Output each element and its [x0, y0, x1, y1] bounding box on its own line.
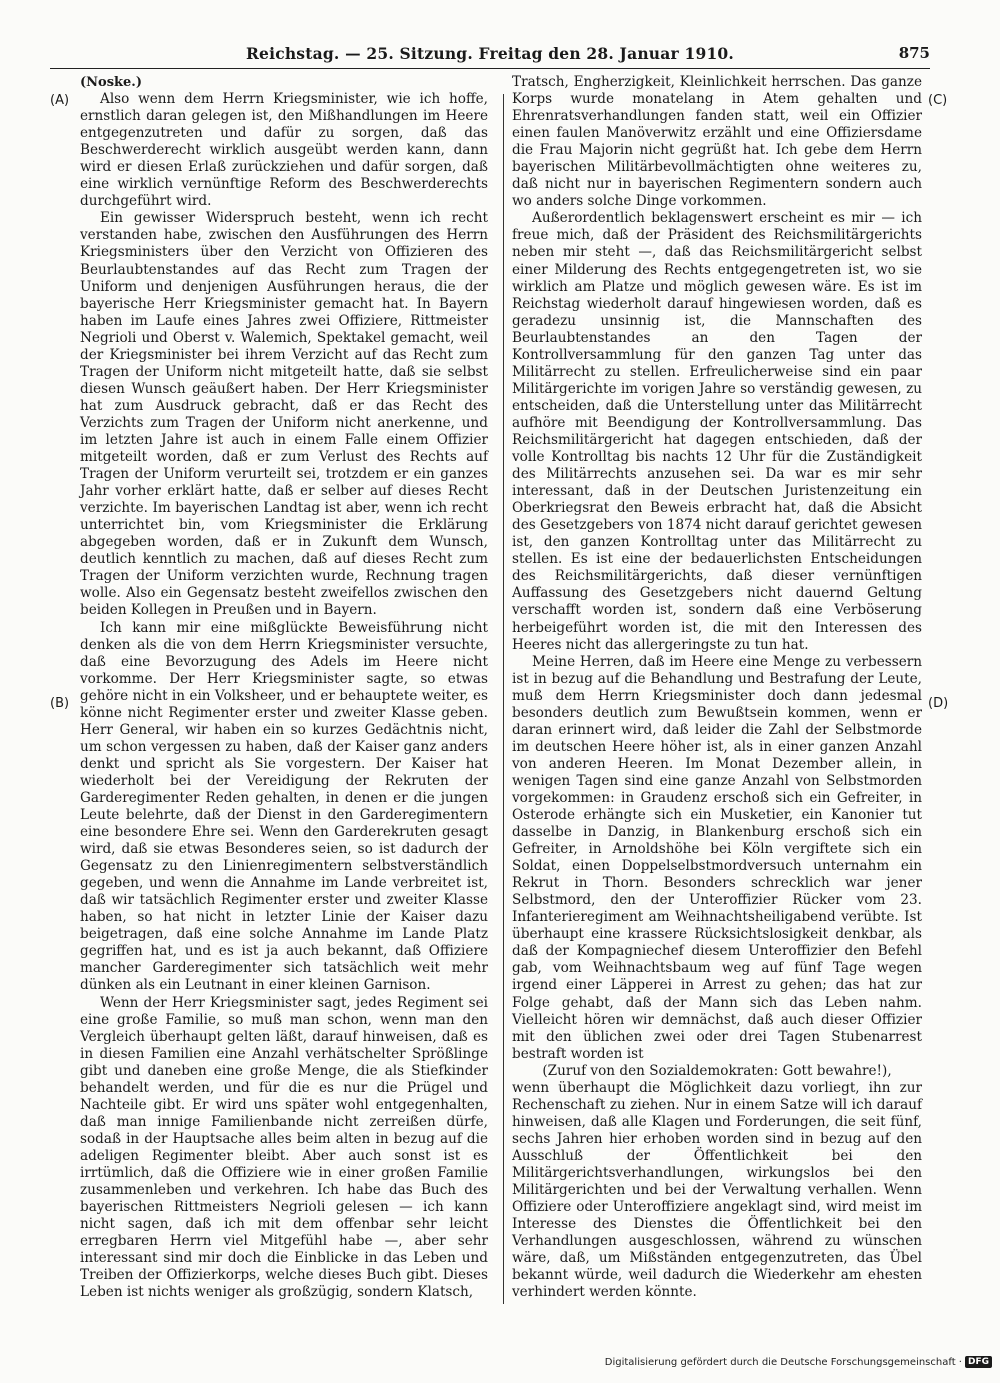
header-rule — [50, 68, 930, 69]
margin-marker-b: (B) — [50, 696, 70, 711]
interjection: (Zuruf von den Sozialdemokraten: Gott bewahre!), — [542, 1062, 892, 1079]
footer-credit: Digitalisierung gefördert durch die Deutsche Forschungsgemeinschaft · — [604, 1356, 962, 1368]
speaker-name: (Noske.) — [80, 75, 142, 90]
paragraph: Tratsch, Engherzigkeit, Kleinlichkeit herrschen. Das ganze Korps wurde monatelang in Atem gehalten und Ehrenratsverhandlungen fanden statt, weil ein Offizier einen faulen Manöverwitz erzählt und eine Offiziersdame die Frau Majorin nicht gegrüßt hat. Ich gebe dem Herrn bayerischen Militärbevollmächtigten ohne weiteres zu, daß nicht nur in bayerischen Regimentern sondern auch wo anders solche Dinge vorkommen. — [512, 74, 922, 210]
dfg-logo-icon: DFG — [965, 1356, 992, 1368]
paragraph: Also wenn dem Herrn Kriegsminister, wie ich hoffe, ernstlich daran gelegen ist, den Mißhandlungen im Heere entgegenzutreten und dafür zu sorgen, daß das Beschwerderecht wirklich ausgeübt werden kann, dann wird er diesen Erlaß zurückziehen und dafür sorgen, daß eine wirklich vernünftige Reform des Beschwerderechts durchgeführt wird. — [80, 91, 488, 210]
margin-marker-a: (A) — [50, 93, 70, 108]
right-column — [512, 74, 922, 1301]
paragraph: Wenn der Herr Kriegsminister sagt, jedes Regiment sei eine große Familie, so muß man schon, wenn man den Vergleich überhaupt gelten läßt, darauf hinweisen, daß es in diesen Familien eine Anzahl verhätschelter Sprößlinge gibt und daneben eine große Menge, die als Stiefkinder behandelt werden, und für die es nur die Prügel und Nachteile gibt. Er wird uns später wohl entgegenhalten, daß man innige Familienbande nicht zerreißen dürfe, sodaß in der Hauptsache alles beim alten in bezug auf die adeligen Regimenter bleibt. Aber auch sonst ist es irrtümlich, daß die Offiziere wie in einer großen Familie zusammenleben und verkehren. Ich habe das Buch des bayerischen Rittmeisters Negrioli gelesen — ich kann nicht sagen, daß ich mit dem offenbar sehr leicht erregbaren Herrn viel Mitgefühl habe —, aber sehr interessant sind mir doch die Einblicke in das Leben und Treiben der Offizierkorps, welche dieses Buch gibt. Dieses Leben ist nichts weniger als großzügig, sondern Klatsch, — [80, 994, 488, 1301]
left-column — [80, 74, 488, 1301]
page-number: 875 — [898, 44, 930, 62]
paragraph: Ein gewisser Widerspruch besteht, wenn ich recht verstanden habe, zwischen den Ausführungen des Herrn Kriegsministers über den Verzicht von Offizieren des Beurlaubtenstandes auf das Recht zum Tragen der Uniform und denjenigen Ausführungen heraus, die der bayerische Herr Kriegsminister gemacht hat. In Bayern haben im Laufe eines Jahres zwei Offiziere, Rittmeister Negrioli und Oberst v. Walemich, Spektakel gemacht, weil der Kriegsminister bei ihrem Verzicht auf das Recht zum Tragen der Uniform nicht mitgeteilt hatte, daß sie selbst diesen Wunsch geäußert haben. Der Herr Kriegsminister hat zum Ausdruck gebracht, daß er das Recht des Verzichts zum Tragen der Uniform nicht anerkenne, und im letzten Jahre ist auch in einem Falle einem Offizier mitgeteilt worden, daß er zum Verlust des Rechts auf Tragen der Uniform verurteilt sei, trotzdem er ein ganzes Jahr vorher erklärt hatte, daß er selber auf dieses Recht verzichte. Im bayerischen Landtag ist aber, wenn ich recht unterrichtet bin, vom Kriegsminister die Erklärung abgegeben worden, daß er in Zukunft dem Wunsch, deutlich kenntlich zu machen, daß auf dieses Recht zum Tragen der Uniform verzichten wurde, Rechnung tragen wolle. Also ein Gegensatz besteht zweifellos zwischen den beiden Kollegen in Preußen und in Bayern. — [80, 210, 488, 619]
paragraph: Meine Herren, daß im Heere eine Menge zu verbessern ist in bezug auf die Behandlung und Bestrafung der Leute, muß dem Herrn Kriegsminister doch dann jedesmal besonders deutlich zum Bewußtsein kommen, wenn er daran erinnert wird, daß leider die Zahl der Selbstmorde im deutschen Heere höher ist, als in einer ganzen Anzahl von anderen Heeren. Im Monat Dezember allein, in wenigen Tagen sind eine ganze Anzahl von Selbstmorden vorgekommen: in Graudenz erschoß sich ein Gefreiter, in Osterode erhängte sich ein Musketier, ein Kanonier tut dasselbe in Danzig, in Blankenburg erschoß sich ein Gefreiter, in Arnoldshöhe bei Köln vergiftete sich ein Soldat, einen Doppelselbstmordversuch unternahm ein Rekrut in Thorn. Besonders schrecklich war jener Selbstmord, den der Unteroffizier Rücker vom 23. Infanterieregiment am Weihnachtsheiligabend verübte. Ist überhaupt eine krassere Rücksichtslosigkeit denkbar, als daß der Kompagniechef diesem Unteroffizier den Befehl gab, vom Weihnachtsbaum weg auf fünf Tage wegen irgend einer Läpperei in Arrest zu gehen; das hat zur Folge gehabt, daß der Mann sich das Leben nahm. Vielleicht hören wir demnächst, daß auch dieser Offizier mit den üblichen zwei oder drei Tagen Stubenarrest bestraft worden ist — [512, 653, 922, 1062]
paragraph: Ich kann mir eine mißglückte Beweisführung nicht denken als die von dem Herrn Kriegsminister versuchte, daß eine Bevorzugung des Adels im Heere nicht vorkomme. Der Herr Kriegsminister sagte, so etwas gehöre nicht in ein Volksheer, und er behauptete weiter, es könne nicht Regimenter erster und zweiter Klasse geben. Herr General, wir haben ein so kurzes Gedächtnis nicht, um schon vergessen zu haben, daß der Kaiser ganz anders denkt und spricht als Sie vorgestern. Der Kaiser hat wiederholt bei der Vereidigung der Rekruten der Garderegimenter Reden gehalten, in denen er die jungen Leute belehrte, daß der Dienst in den Garderegimentern eine besondere Ehre sei. Wenn den Garderekruten gesagt wird, daß sie etwas Besonderes seien, so ist dadurch der Gegensatz zu den Linienregimentern selbstverständlich gegeben, und wenn die Annahme im Lande verbreitet ist, daß wir tatsächlich Regimenter erster und zweiter Klasse haben, so hat nicht in letzter Linie der Kaiser dazu beigetragen, daß eine solche Annahme im Lande Platz gegriffen hat, und es ist ja auch bekannt, daß Offiziere mancher Garderegimenter sich tatsächlich weit mehr dünken als ein Leutnant in einer kleinen Garnison. — [80, 619, 488, 994]
footer — [605, 1356, 992, 1368]
page-header — [50, 44, 930, 70]
paragraph: wenn überhaupt die Möglichkeit dazu vorliegt, ihn zur Rechenschaft zu ziehen. Nur in einem Satze will ich darauf hinweisen, daß alle Klagen und Forderungen, die seit fünf, sechs Jahren hier erhoben worden sind in bezug auf den Ausschluß der Öffentlichkeit bei den Militärgerichtsverhandlungen, wirkungslos bei den Militärgerichten und bei der Verwaltung verhallen. Wenn Offiziere oder Unteroffiziere angeklagt sind, wird meist im Interesse des Dienstes die Öffentlichkeit bei den Verhandlungen ausgeschlossen, während zu wünschen wäre, daß, um Mißständen entgegenzutreten, das Übel bekannt würde, weil dadurch die Wiederkehr am ehesten verhindert werden könnte. — [512, 1079, 922, 1301]
margin-marker-c: (C) — [928, 93, 948, 108]
page-title: Reichstag. — 25. Sitzung. Freitag den 28. Januar 1910. — [245, 44, 735, 63]
margin-marker-d: (D) — [928, 696, 949, 711]
column-divider — [503, 94, 504, 1304]
paragraph: Außerordentlich beklagenswert erscheint es mir — ich freue mich, daß der Präsident des Reichsmilitärgerichts neben mir steht —, daß das Reichsmilitärgericht selbst einer Milderung des Rechts entgegengetreten ist, wo sie wirklich am Platze und möglich gewesen wäre. Es ist im Reichstag wiederholt darauf hingewiesen worden, daß es geradezu unsinnig ist, die Mannschaften des Beurlaubtenstandes an den Tagen der Kontrollversammlung für den ganzen Tag unter das Militärrecht zu stellen. Erfreulicherweise sind ein paar Militärgerichte im vorigen Jahre so verständig gewesen, zu entscheiden, daß die Unterstellung unter das Militärrecht aufhöre mit Beendigung der Kontrollversammlung. Das Reichsmilitärgericht hat dagegen entschieden, daß der volle Kontrolltag bis nachts 12 Uhr für die Zuständigkeit des Militärrechts anzusehen sei. Da war es mir sehr interessant, daß in der Deutschen Juristenzeitung ein Oberkriegsrat den Beweis erbracht hat, daß die Absicht des Gesetzgebers von 1874 nicht darauf gerichtet gewesen ist, den ganzen Kontrolltag unter das Militärrecht zu stellen. Es ist eine der bedauerlichsten Entscheidungen des Reichsmilitärgerichts, daß dieser vernünftigen Auffassung des Gesetzgebers nicht dauernd Geltung verschafft worden ist, sondern daß eine Verböserung herbeigeführt worden ist, die mit den Interessen des Heeres nicht das allergeringste zu tun hat. — [512, 210, 922, 653]
